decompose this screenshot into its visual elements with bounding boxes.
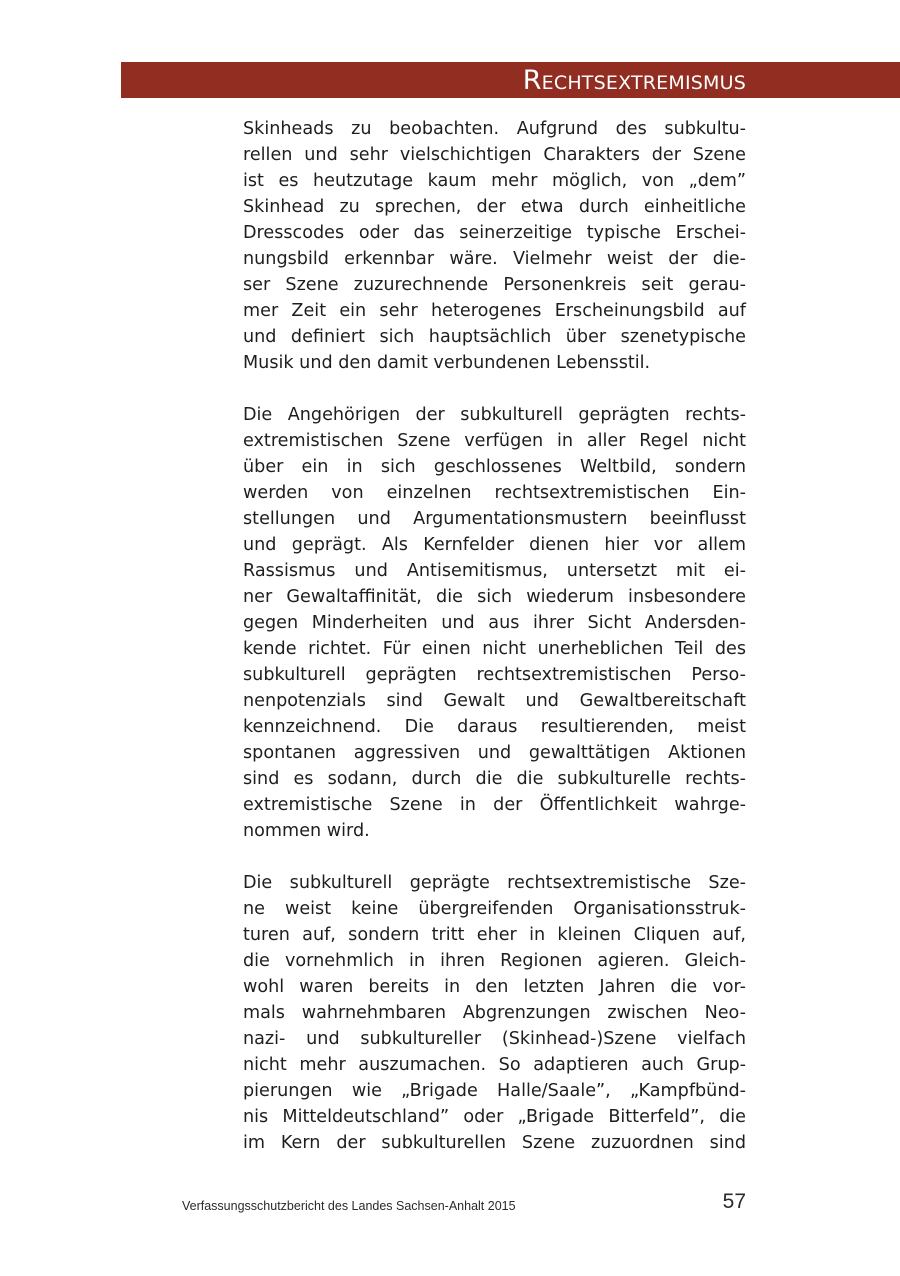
text-line: Skinheads zu beobachten. Aufgrund des subkultu-	[243, 119, 746, 139]
text-line: die vornehmlich in ihren Regionen agieren. Gleich-	[243, 951, 746, 971]
text-line: nazi- und subkultureller (Skinhead-)Szene vielfach	[243, 1029, 746, 1049]
text-line: Rassismus und Antisemitismus, untersetzt mit ei-	[243, 561, 746, 581]
text-line: und definiert sich hauptsächlich über szenetypische	[243, 327, 746, 347]
body-text	[243, 116, 746, 1156]
text-line: mals wahrnehmbaren Abgrenzungen zwischen Neo-	[243, 1003, 746, 1023]
text-line: turen auf, sondern tritt eher in kleinen Cliquen auf,	[243, 925, 746, 945]
text-line: rellen und sehr vielschichtigen Charakters der Szene	[243, 145, 746, 165]
text-line: ne weist keine übergreifenden Organisationsstruk-	[243, 899, 746, 919]
paragraph-spacer	[243, 844, 746, 870]
text-line: Die subkulturell geprägte rechtsextremistische Sze-	[243, 873, 746, 893]
text-line: nicht mehr auszumachen. So adaptieren auch Grup-	[243, 1055, 746, 1075]
text-line: stellungen und Argumentationsmustern beeinflusst	[243, 509, 746, 529]
text-line: kennzeichnend. Die daraus resultierenden, meist	[243, 717, 746, 737]
paragraph	[243, 870, 746, 1156]
text-line: Die Angehörigen der subkulturell geprägten rechts-	[243, 405, 746, 425]
page-number: 57	[722, 1190, 746, 1213]
text-line: kende richtet. Für einen nicht unerheblichen Teil des	[243, 639, 746, 659]
text-line: subkulturell geprägten rechtsextremistischen Perso-	[243, 665, 746, 685]
text-line: im Kern der subkulturellen Szene zuzuordnen sind	[243, 1133, 746, 1153]
text-line: und geprägt. Als Kernfelder dienen hier vor allem	[243, 535, 746, 555]
chapter-header-bar	[121, 62, 900, 98]
text-line: nommen wird.	[243, 821, 370, 841]
text-line: spontanen aggressiven und gewalttätigen Aktionen	[243, 743, 746, 763]
text-line: Skinhead zu sprechen, der etwa durch einheitliche	[243, 197, 746, 217]
text-line: pierungen wie „Brigade Halle/Saale”, „Kampfbünd-	[243, 1081, 746, 1101]
text-line: Musik und den damit verbundenen Lebensstil.	[243, 353, 651, 373]
text-line: extremistischen Szene verfügen in aller Regel nicht	[243, 431, 746, 451]
text-line: gegen Minderheiten und aus ihrer Sicht Andersden-	[243, 613, 746, 633]
text-line: sind es sodann, durch die die subkulturelle rechts-	[243, 769, 746, 789]
text-line: wohl waren bereits in den letzten Jahren die vor-	[243, 977, 746, 997]
text-line: ner Gewaltaffinität, die sich wiederum insbesondere	[243, 587, 746, 607]
text-line: nungsbild erkennbar wäre. Vielmehr weist der die-	[243, 249, 746, 269]
paragraph	[243, 402, 746, 844]
text-line: werden von einzelnen rechtsextremistischen Ein-	[243, 483, 746, 503]
paragraph-spacer	[243, 376, 746, 402]
footer-publication-title: Verfassungsschutzbericht des Landes Sachsen-Anhalt 2015	[182, 1199, 516, 1213]
text-line: Dresscodes oder das seinerzeitige typische Erschei-	[243, 223, 746, 243]
chapter-title: Rechtsextremismus	[522, 65, 746, 96]
text-line: nis Mitteldeutschland” oder „Brigade Bitterfeld”, die	[243, 1107, 746, 1127]
text-line: extremistische Szene in der Öffentlichkeit wahrge-	[243, 795, 746, 815]
text-line: nenpotenzials sind Gewalt und Gewaltbereitschaft	[243, 691, 746, 711]
text-line: mer Zeit ein sehr heterogenes Erscheinungsbild auf	[243, 301, 746, 321]
text-line: ist es heutzutage kaum mehr möglich, von „dem”	[243, 171, 746, 191]
paragraph	[243, 116, 746, 376]
text-line: über ein in sich geschlossenes Weltbild, sondern	[243, 457, 746, 477]
text-line: ser Szene zuzurechnende Personenkreis seit gerau-	[243, 275, 746, 295]
